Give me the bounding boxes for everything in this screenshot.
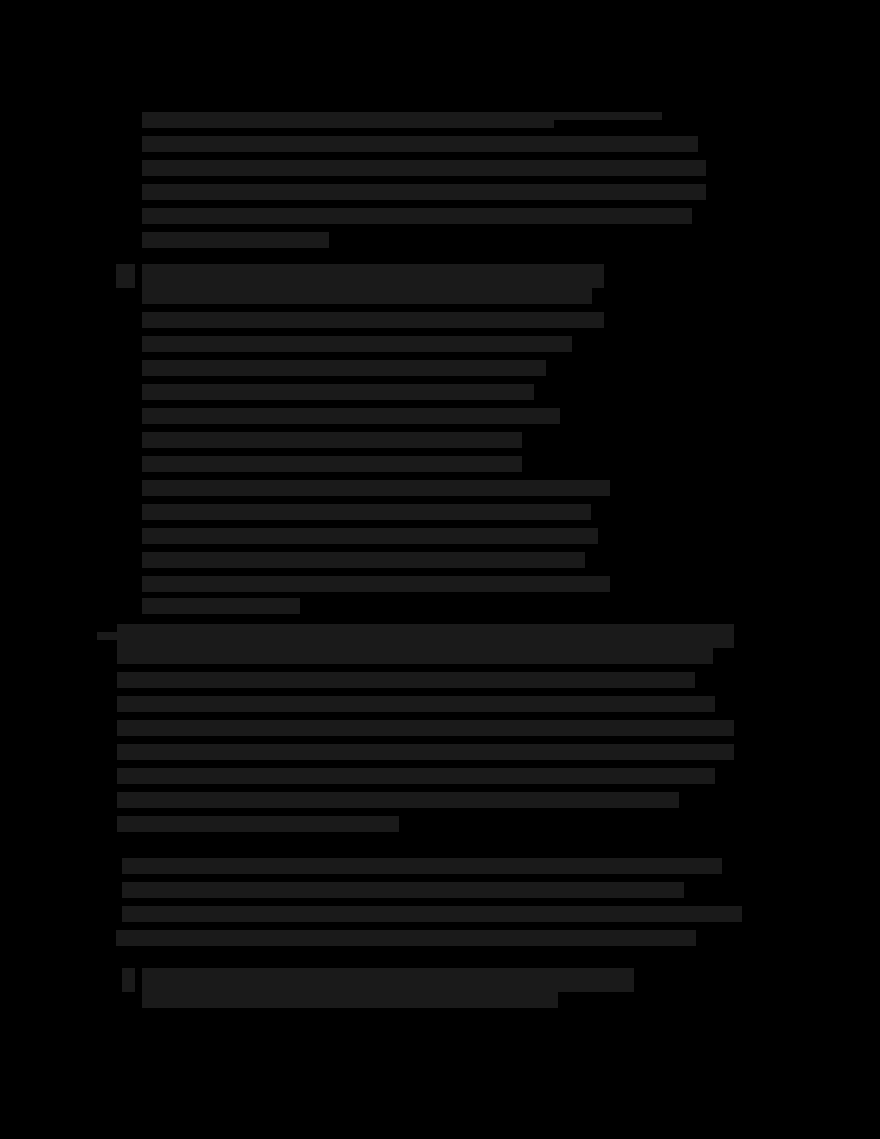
redacted-line [142, 432, 522, 448]
redacted-line [117, 672, 695, 688]
redacted-line [117, 648, 713, 664]
list-marker-icon [116, 264, 135, 288]
redacted-line [142, 288, 592, 304]
redacted-line [142, 232, 329, 248]
redacted-line [122, 882, 684, 898]
redacted-line [142, 576, 610, 592]
redacted-line [142, 992, 558, 1008]
redacted-line [142, 160, 706, 176]
redacted-line [117, 696, 715, 712]
redacted-line [116, 930, 696, 946]
redacted-line [117, 816, 399, 832]
redacted-line [142, 336, 572, 352]
redacted-line [142, 552, 585, 568]
redacted-line [142, 312, 604, 328]
redacted-line [117, 792, 679, 808]
redacted-line [97, 632, 117, 640]
redacted-line [142, 598, 300, 614]
paragraph-text [0, 0, 1, 1]
redacted-line [142, 184, 706, 200]
list-item-text [0, 0, 1, 1]
redacted-line [117, 720, 734, 736]
redacted-line [122, 906, 742, 922]
redacted-line [117, 624, 734, 648]
redacted-line [117, 744, 734, 760]
redacted-line [142, 528, 598, 544]
redacted-line [142, 968, 634, 992]
list-item-text [0, 0, 1, 1]
redacted-line [142, 504, 591, 520]
redacted-line [122, 858, 722, 874]
list-marker-icon [122, 968, 135, 992]
redacted-line [142, 264, 604, 288]
paragraph-text [0, 0, 1, 1]
paragraph-text [0, 0, 1, 1]
redacted-line [142, 384, 534, 400]
redacted-line [142, 456, 522, 472]
redacted-line [142, 112, 554, 128]
redacted-line [142, 480, 610, 496]
redacted-line [142, 208, 692, 224]
redacted-line [142, 136, 698, 152]
redacted-line [142, 360, 546, 376]
redacted-line [117, 768, 715, 784]
redacted-line [142, 408, 560, 424]
